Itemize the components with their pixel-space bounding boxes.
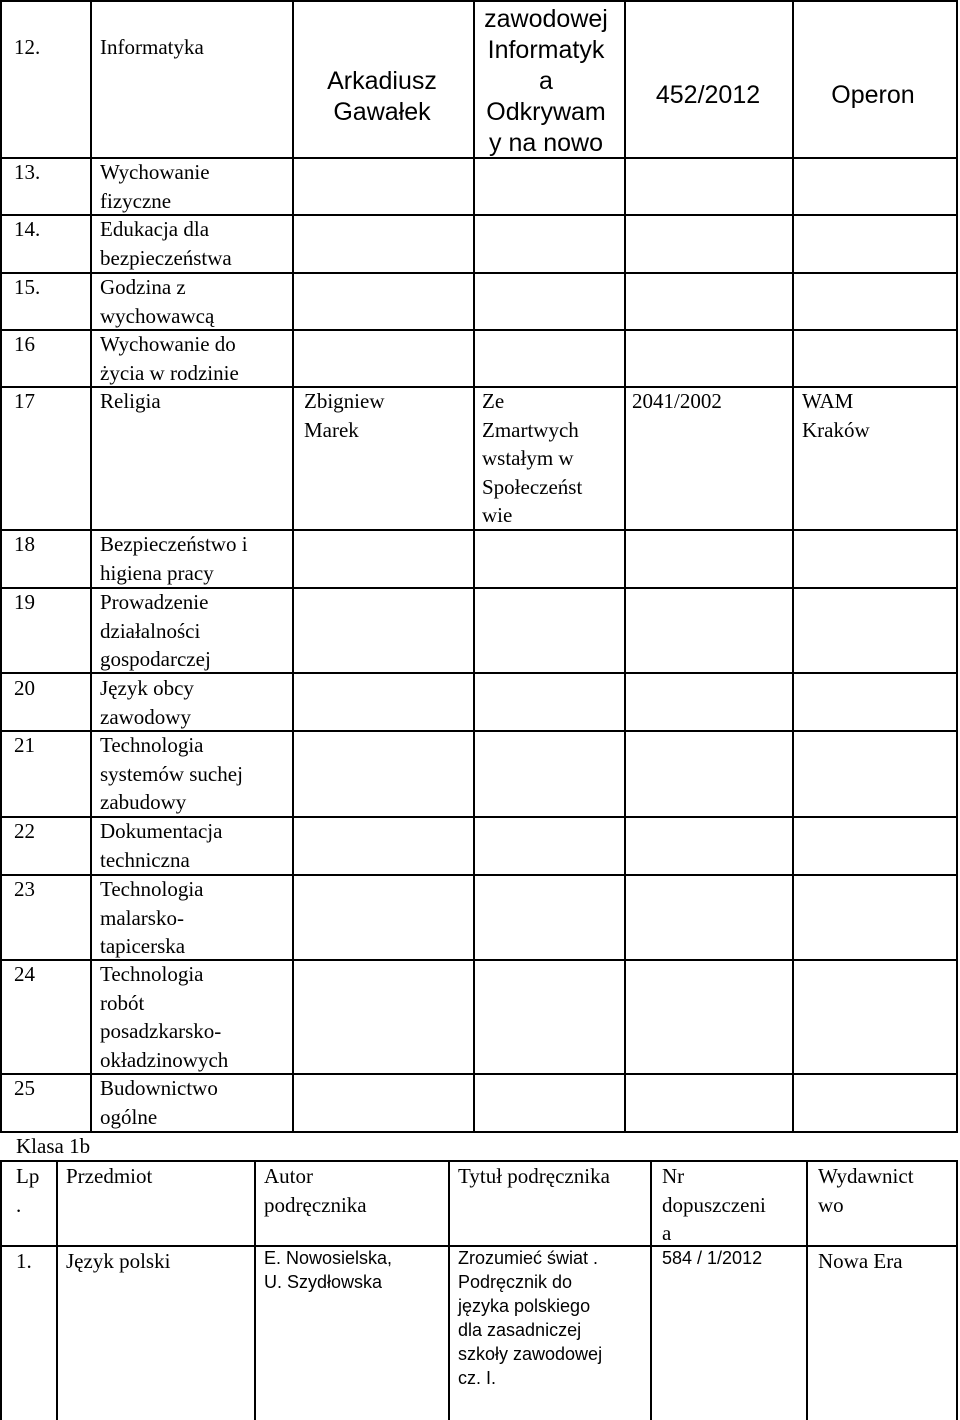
subject-cell: Godzina z wychowawcą: [100, 275, 215, 328]
title-cell: Zrozumieć świat . Podręcznik do języka polskiego dla zasadniczej szkoły zawodowej cz. I.: [458, 1248, 603, 1388]
row-number: 12.: [14, 35, 41, 59]
column-header-lp: Lp .: [16, 1164, 40, 1217]
subject-cell: Religia: [100, 389, 161, 413]
subject-cell: Wychowanie do życia w rodzinie: [100, 332, 239, 385]
subject-cell: Prowadzenie działalności gospodarczej: [100, 590, 211, 671]
title-cell: Informatyk a Odkrywam y na nowo: [486, 36, 606, 157]
approval-cell: 584 / 1/2012: [662, 1248, 763, 1268]
lower-table-divider: [448, 1160, 450, 1420]
upper-table-border-right: [956, 0, 958, 1132]
column-header-subject: Przedmiot: [66, 1164, 153, 1188]
approval-cell: 2041/2002: [632, 389, 722, 413]
row-number: 19: [14, 590, 35, 614]
overflow-text: zawodowej: [484, 5, 608, 33]
approval-cell: 452/2012: [655, 81, 761, 109]
row-number: 21: [14, 733, 35, 757]
author-cell: E. Nowosielska, U. Szydłowska: [264, 1248, 393, 1292]
upper-table-border-left: [0, 0, 2, 1132]
row-number: 24: [14, 962, 35, 986]
upper-table-divider: [90, 0, 92, 1132]
publisher-cell: Operon: [831, 81, 915, 109]
lower-table-divider: [254, 1160, 256, 1420]
subject-cell: Bezpieczeństwo i higiena pracy: [100, 532, 248, 585]
lower-table-border-right: [956, 1160, 958, 1420]
column-header-author: Autor podręcznika: [264, 1164, 367, 1217]
row-number: 1.: [16, 1249, 32, 1273]
title-cell: Ze Zmartwych wstałym w Społeczeńst wie: [482, 389, 583, 527]
row-number: 23: [14, 877, 35, 901]
column-header-approval: Nr dopuszczeni a: [662, 1164, 766, 1245]
lower-table-border-left: [0, 1160, 2, 1420]
row-divider: [0, 0, 958, 2]
upper-table-divider: [792, 0, 794, 1132]
row-number: 18: [14, 532, 35, 556]
lower-table-divider: [650, 1160, 652, 1420]
row-number: 15.: [14, 275, 41, 299]
lower-table-divider: [806, 1160, 808, 1420]
subject-cell: Technologia malarsko- tapicerska: [100, 877, 204, 958]
subject-cell: Budownictwo ogólne: [100, 1076, 218, 1129]
subject-cell: Technologia systemów suchej zabudowy: [100, 733, 243, 814]
subject-cell: Technologia robót posadzkarsko- okładzinowych: [100, 962, 229, 1072]
column-header-title: Tytuł podręcznika: [458, 1164, 610, 1188]
author-cell: Arkadiusz Gawałek: [327, 67, 437, 126]
upper-table-divider: [624, 0, 626, 1132]
row-number: 22: [14, 819, 35, 843]
author-cell: Zbigniew Marek: [304, 389, 385, 442]
row-number: 13.: [14, 160, 41, 184]
publisher-cell: Nowa Era: [818, 1249, 903, 1273]
row-number: 16: [14, 332, 35, 356]
upper-table-divider: [292, 0, 294, 1132]
subject-cell: Wychowanie fizyczne: [100, 160, 210, 213]
column-header-publisher: Wydawnict wo: [818, 1164, 914, 1217]
row-number: 17: [14, 389, 35, 413]
row-number: 25: [14, 1076, 35, 1100]
subject-cell: Język obcy zawodowy: [100, 676, 194, 729]
subject-cell: Dokumentacja techniczna: [100, 819, 223, 872]
upper-table-divider: [473, 0, 475, 1132]
lower-table-divider: [56, 1160, 58, 1420]
row-number: 20: [14, 676, 35, 700]
row-number: 14.: [14, 217, 41, 241]
subject-cell: Edukacja dla bezpieczeństwa: [100, 217, 232, 270]
row-divider: [0, 1131, 958, 1133]
subject-cell: Informatyka: [100, 35, 204, 59]
class-label: Klasa 1b: [16, 1134, 91, 1158]
publisher-cell: WAM Kraków: [802, 389, 870, 442]
subject-cell: Język polski: [66, 1249, 171, 1273]
